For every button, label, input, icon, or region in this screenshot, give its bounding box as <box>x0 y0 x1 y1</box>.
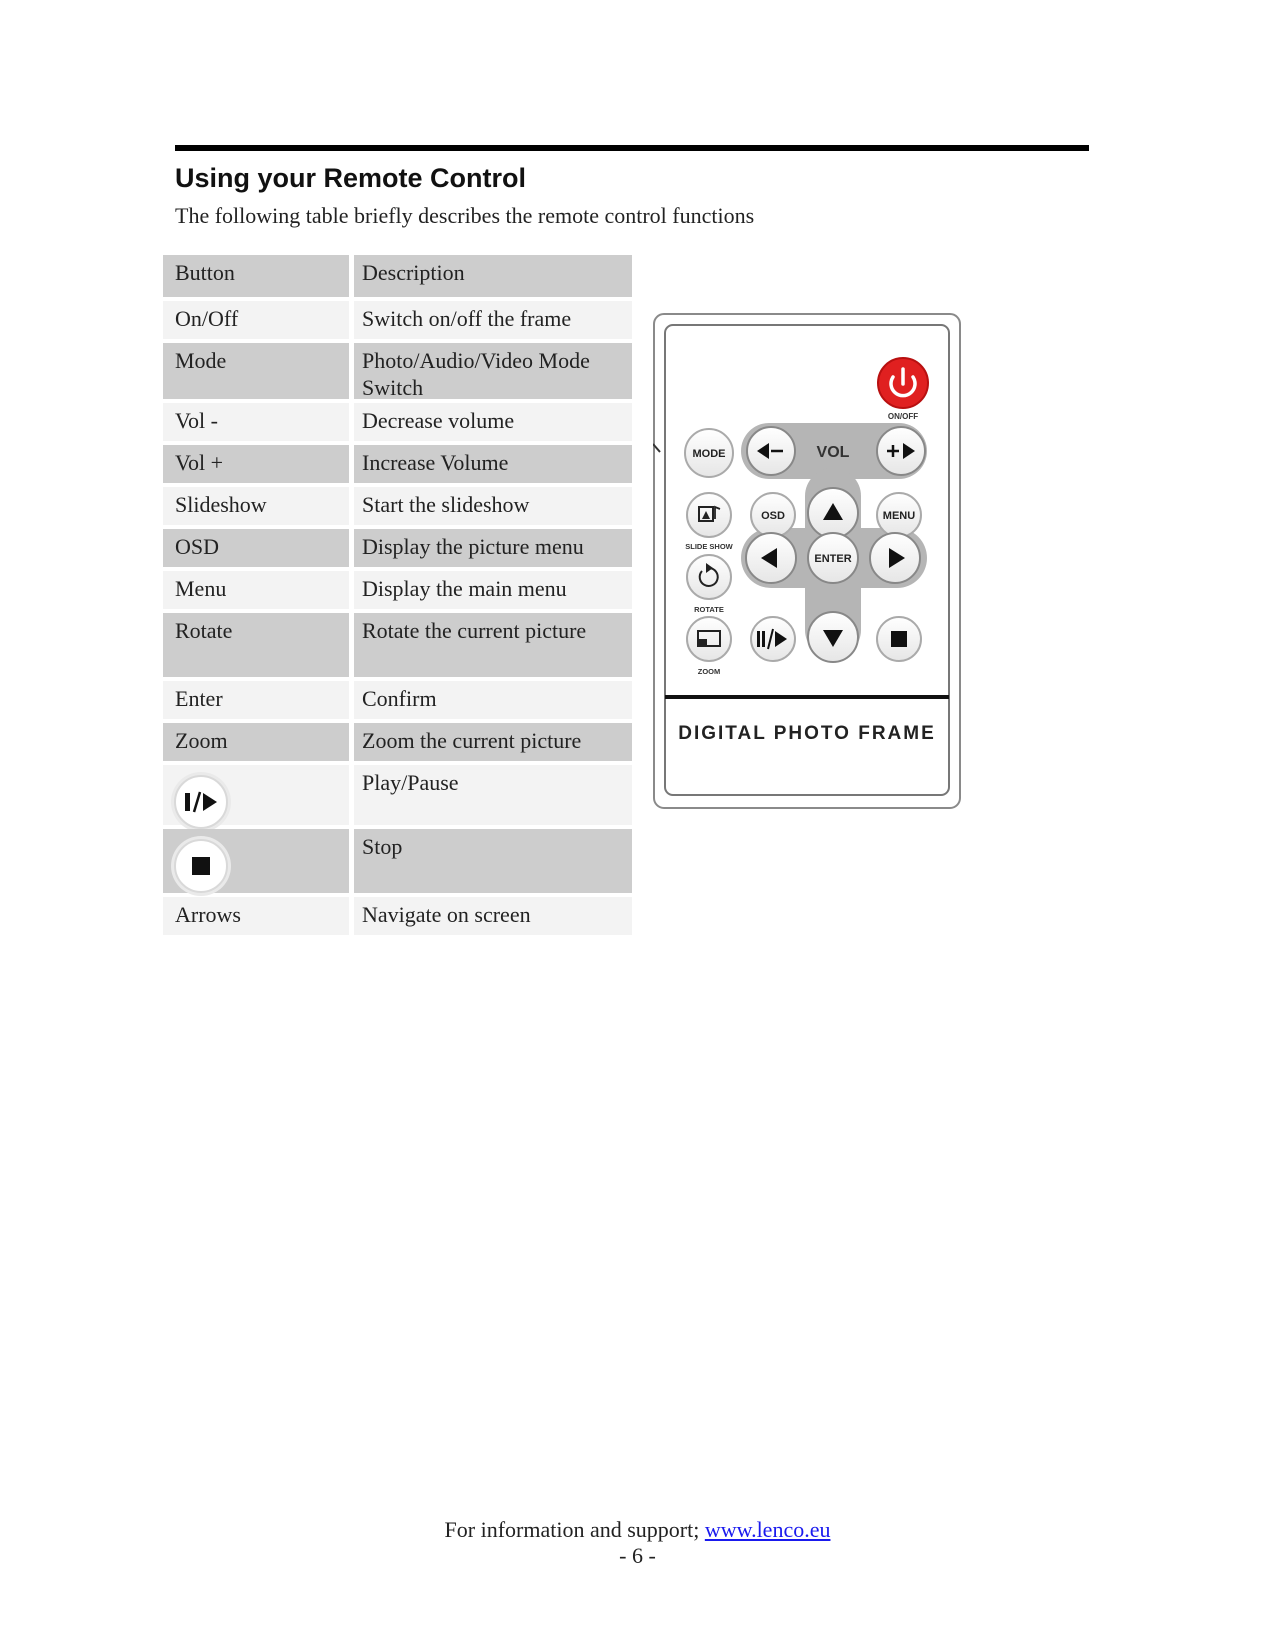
table-cell-button <box>163 829 349 893</box>
table-cell-description: Play/Pause <box>354 765 632 825</box>
table-cell-description: Navigate on screen <box>354 897 632 935</box>
table-cell-description: Decrease volume <box>354 403 632 441</box>
menu-button <box>877 493 921 537</box>
remote-control-illustration <box>653 313 965 818</box>
table-cell-description: Photo/Audio/Video Mode Switch <box>354 343 632 399</box>
mode-button <box>685 429 733 477</box>
table-cell-button: Mode <box>163 343 349 399</box>
power-button <box>878 358 928 408</box>
brand-text: DIGITAL PHOTO FRAME <box>678 723 936 744</box>
osd-button <box>751 493 795 537</box>
footer-support-text: For information and support; <box>444 1517 705 1542</box>
table-cell-button: Zoom <box>163 723 349 761</box>
table-cell-description: Zoom the current picture <box>354 723 632 761</box>
table-cell-button: Rotate <box>163 613 349 677</box>
slideshow-button <box>687 493 731 537</box>
table-cell-description: Stop <box>354 829 632 893</box>
table-cell-button: Menu <box>163 571 349 609</box>
rotate-label: ROTATE <box>694 605 724 614</box>
stop-icon <box>174 839 228 893</box>
section-intro: The following table briefly describes the remote control functions <box>175 203 755 228</box>
right-arrow-button <box>870 533 920 583</box>
table-header-button: Button <box>163 255 349 297</box>
onoff-label: ON/OFF <box>887 412 919 421</box>
table-cell-description: Confirm <box>354 681 632 719</box>
table-cell-button: OSD <box>163 529 349 567</box>
vol-minus-button <box>747 427 795 475</box>
table-cell-button: Vol + <box>163 445 349 483</box>
table-cell-button: Slideshow <box>163 487 349 525</box>
footer-website-link[interactable]: www.lenco.eu <box>704 1517 831 1542</box>
play-pause-icon <box>174 775 228 829</box>
rotate-button <box>687 555 731 599</box>
footer-support <box>0 1517 1275 1543</box>
left-arrow-button <box>746 533 796 583</box>
table-cell-button: Enter <box>163 681 349 719</box>
enter-label: ENTER <box>814 553 852 565</box>
stop-button <box>877 617 921 661</box>
section-title: Using your Remote Control <box>175 163 527 193</box>
mode-label: MODE <box>692 448 726 460</box>
play-pause-button <box>751 617 795 661</box>
table-cell-description: Display the picture menu <box>354 529 632 567</box>
table-cell-button: On/Off <box>163 301 349 339</box>
table-cell-description: Switch on/off the frame <box>354 301 632 339</box>
table-cell-description: Rotate the current picture <box>354 613 632 677</box>
page-number: - 6 - <box>619 1543 656 1568</box>
table-header-description: Description <box>354 255 632 297</box>
table-cell-button <box>163 765 349 825</box>
table-cell-button: Vol - <box>163 403 349 441</box>
zoom-button <box>687 617 731 661</box>
menu-label: MENU <box>882 510 916 522</box>
table-cell-description: Start the slideshow <box>354 487 632 525</box>
table-cell-description: Increase Volume <box>354 445 632 483</box>
zoom-label: ZOOM <box>697 667 721 676</box>
enter-button <box>808 533 858 583</box>
table-cell-description: Display the main menu <box>354 571 632 609</box>
up-arrow-button <box>808 488 858 538</box>
osd-label: OSD <box>761 510 785 522</box>
table-cell-button: Arrows <box>163 897 349 935</box>
vol-label: VOL <box>816 444 850 461</box>
vol-plus-button <box>877 427 925 475</box>
slideshow-label: SLIDE SHOW <box>685 542 733 551</box>
top-rule <box>175 145 1089 151</box>
down-arrow-button <box>808 612 858 662</box>
